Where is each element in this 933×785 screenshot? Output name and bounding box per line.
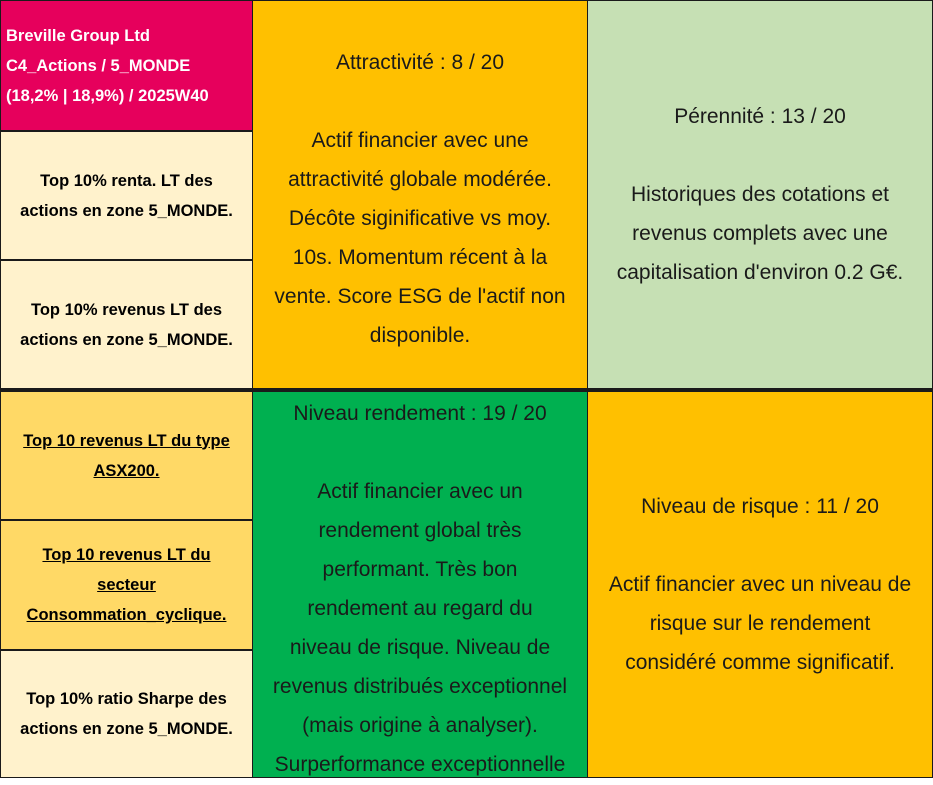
perennite-line: revenus complets avec une	[632, 222, 888, 245]
ranking-line: actions en zone 5_MONDE.	[20, 720, 233, 738]
attractivite-line: disponible.	[369, 324, 471, 347]
rendement-line: rendement global très	[318, 519, 522, 542]
rendement-line: performant. Très bon	[322, 558, 518, 581]
perennite-title: Pérennité : 13 / 20	[674, 105, 846, 128]
attractivite-line: attractivité globale modérée.	[288, 168, 552, 191]
perennite-line: capitalisation d'environ 0.2 G€.	[616, 261, 904, 284]
risque-cell	[587, 391, 933, 778]
ranking-sector-link[interactable]	[0, 520, 253, 650]
ranking-link-text[interactable]: secteur	[97, 576, 156, 594]
rendement-line: Actif financier avec un	[317, 480, 523, 503]
rendement-line: (mais origine à analyser).	[302, 714, 538, 737]
attractivite-cell	[252, 0, 588, 389]
risque-line: Actif financier avec un niveau de	[608, 573, 912, 596]
asset-category: C4_Actions / 5_MONDE	[6, 57, 191, 75]
ranking-lt-income	[0, 260, 253, 389]
performance-stats: (18,2% | 18,9%) / 2025W40	[6, 87, 209, 105]
ranking-type-link[interactable]	[0, 391, 253, 520]
attractivite-line: Décôte siginificative vs moy.	[288, 207, 552, 230]
company-name: Breville Group Ltd	[6, 27, 150, 45]
rendement-line: Surperformance exceptionnelle	[274, 753, 566, 776]
rendement-line: revenus distribués exceptionnel	[272, 675, 568, 698]
attractivite-title: Attractivité : 8 / 20	[335, 51, 505, 74]
ranking-link-text[interactable]: Consommation_cyclique.	[26, 606, 227, 624]
rendement-line: niveau de risque. Niveau de	[289, 636, 551, 659]
attractivite-line: vente. Score ESG de l'actif non	[274, 285, 566, 308]
ranking-line: Top 10% renta. LT des	[40, 171, 213, 190]
ranking-link-text[interactable]: Top 10 revenus LT du type	[23, 431, 230, 450]
risque-line: considéré comme significatif.	[625, 651, 895, 674]
ranking-line: actions en zone 5_MONDE.	[20, 330, 233, 349]
ranking-link-text[interactable]: Top 10 revenus LT du	[42, 546, 211, 564]
attractivite-line: 10s. Momentum récent à la	[292, 246, 548, 269]
ranking-link-text[interactable]: ASX200.	[93, 461, 160, 480]
header-cell	[0, 0, 253, 131]
rendement-line: rendement au regard du	[307, 597, 533, 620]
ranking-lt-return	[0, 131, 253, 260]
ranking-line: Top 10% ratio Sharpe des	[26, 690, 227, 708]
ranking-line: Top 10% revenus LT des	[30, 300, 223, 319]
risque-title: Niveau de risque : 11 / 20	[641, 495, 879, 518]
rendement-cell	[252, 391, 588, 778]
perennite-line: Historiques des cotations et	[631, 183, 889, 206]
attractivite-line: Actif financier avec une	[311, 129, 529, 152]
ranking-sharpe	[0, 650, 253, 778]
ranking-line: actions en zone 5_MONDE.	[20, 201, 233, 220]
rendement-title: Niveau rendement : 19 / 20	[293, 402, 547, 425]
risque-line: risque sur le rendement	[649, 612, 871, 635]
perennite-cell	[587, 0, 933, 389]
